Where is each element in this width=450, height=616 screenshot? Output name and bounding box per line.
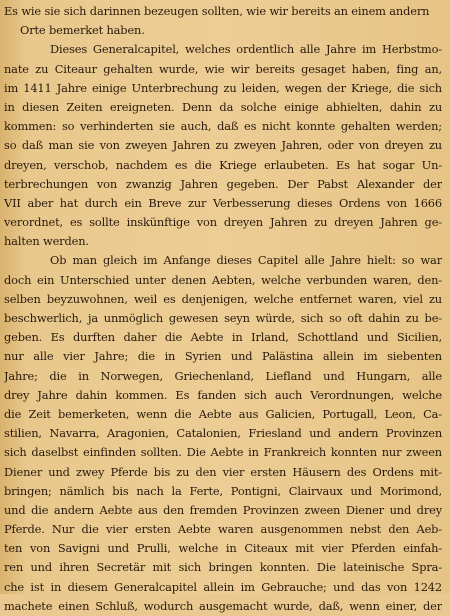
text-line: terbrechungen von zwanzig Jahren gegeben. Der Pabst Alexander der xyxy=(4,176,442,191)
text-line: im 1411 Jahre einige Unterbrechung zu leiden, wegen der Kriege, die sich xyxy=(4,80,442,95)
text-line: bringen; nämlich bis nach la Ferte, Pontigni, Clairvaux und Morimond, xyxy=(4,483,442,498)
text-line: geben. Es durften daher die Aebte in Irland, Schottland und Sicilien, xyxy=(4,330,442,345)
text-line: Orte bemerket haben. xyxy=(20,23,145,38)
text-line: kommen: so verhinderten sie auch, daß es nicht konnte gehalten werden; xyxy=(4,119,442,134)
text-line: verordnet, es sollte inskünftige von dreyen Jahren zu dreyen Jahren ge- xyxy=(4,215,442,230)
text-line: Diener und zwey Pferde bis zu den vier ersten Häusern des Ordens mit- xyxy=(4,464,442,479)
text-line: stilien, Navarra, Aragonien, Catalonien, Friesland und andern Provinzen xyxy=(4,426,442,441)
text-line: Pferde. Nur die vier ersten Aebte waren ausgenommen nebst den Aeb- xyxy=(4,522,442,537)
text-line: Dieses Generalcapitel, welches ordentlich alle Jahre im Herbstmo- xyxy=(50,42,442,57)
text-line: nate zu Citeaur gehalten wurde, wie wir bereits gesaget haben, fing an, xyxy=(4,61,442,76)
text-line: halten werden. xyxy=(4,234,89,249)
text-line: machete einen Schluß, wodurch ausgemacht wurde, daß, wenn einer, der xyxy=(4,598,442,613)
text-line: Jahre; die in Norwegen, Griechenland, Liefland und Hungarn, alle xyxy=(4,368,442,383)
text-line: VII aber hat durch ein Breve zur Verbesserung dieses Ordens von 1666 xyxy=(4,195,442,210)
text-line: dreyen, verschob, nachdem es die Kriege erlaubeten. Es hat sogar Un- xyxy=(4,157,442,172)
text-line: so daß man sie von zweyen Jahren zu zweyen Jahren, oder von dreyen zu xyxy=(4,138,442,153)
text-line: beschwerlich, ja unmöglich gewesen seyn würde, sich so oft dahin zu be- xyxy=(4,311,442,325)
text-line: sich daselbst einfinden sollten. Die Aebte in Frankreich konnten nur zween xyxy=(4,445,442,460)
text-line: ren und ihren Secretär mit sich bringen konnten. Die lateinische Spra- xyxy=(4,560,442,575)
text-line: und die andern Aebte aus den fremden Provinzen zween Diener und drey xyxy=(4,502,442,517)
text-line: in diesen Zeiten ereigneten. Denn da solche einige abhielten, dahin zu xyxy=(4,99,442,114)
text-line: nur alle vier Jahre; die in Syrien und Palästina allein im siebenten xyxy=(4,349,442,364)
text-line: die Zeit bemerketen, wenn die Aebte aus Galicien, Portugall, Leon, Ca- xyxy=(4,406,442,421)
text-line: selben beyzuwohnen, weil es denjenigen, welche entfernet waren, viel zu xyxy=(4,291,442,306)
text-line: che ist in diesem Generalcapitel allein im Gebrauche; und das von 1242 xyxy=(4,579,442,594)
text-line: ten von Savigni und Prulli, welche in Citeaux mit vier Pferden einfah- xyxy=(4,541,442,556)
text-line: Es wie sie sich darinnen bezeugen sollten, wie wir bereits an einem andern xyxy=(4,4,430,18)
text-line: drey Jahre dahin kommen. Es fanden sich auch Verordnungen, welche xyxy=(4,387,442,402)
text-line: doch ein Unterschied unter denen Aebten, welche verbunden waren, den- xyxy=(4,272,442,287)
text-line: Ob man gleich im Anfange dieses Capitel alle Jahre hielt: so war xyxy=(50,253,442,268)
